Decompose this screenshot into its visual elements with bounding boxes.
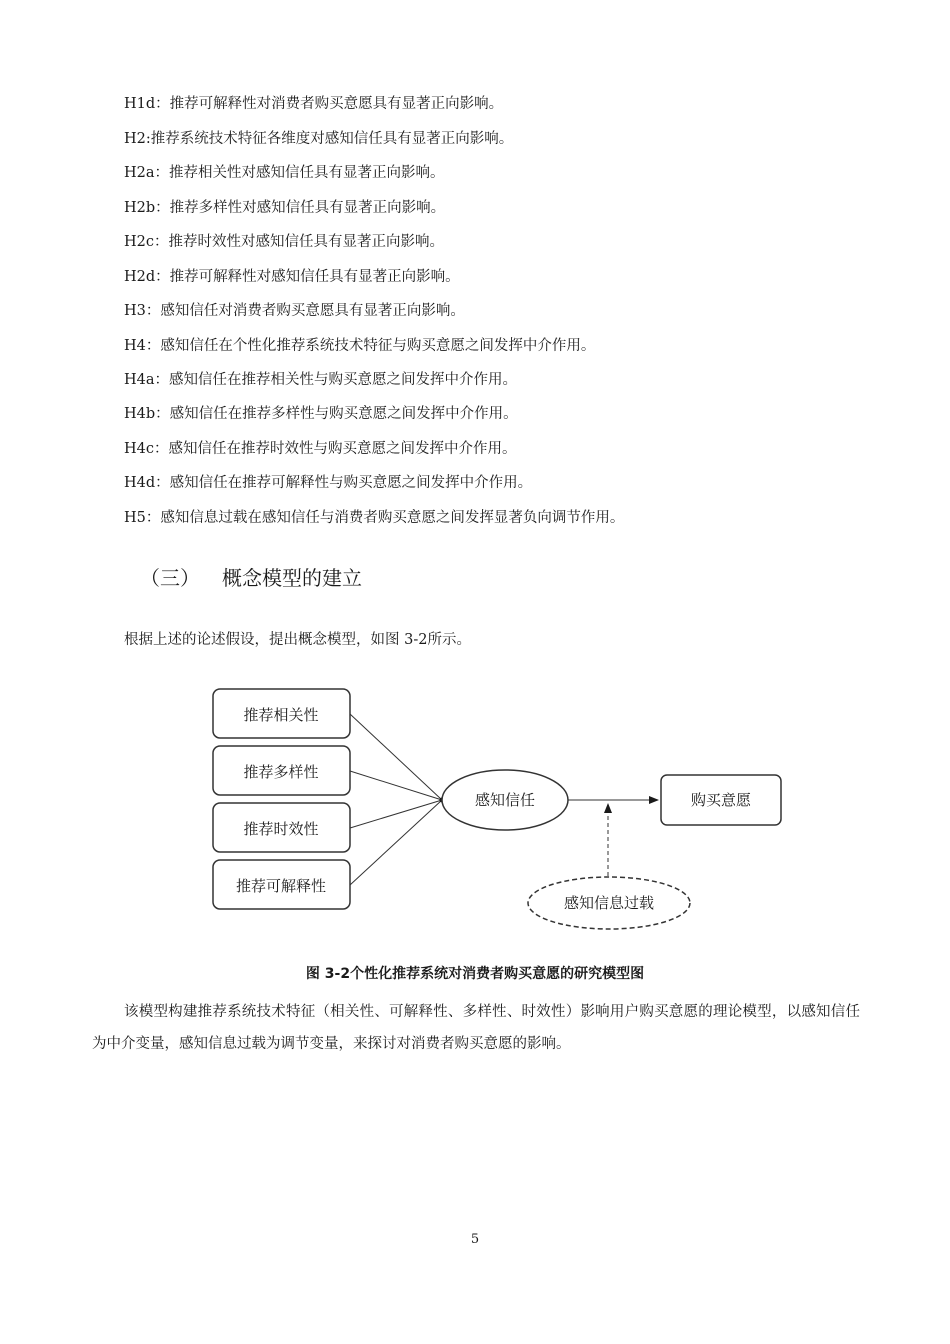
section-heading	[140, 564, 362, 592]
intro-text: 根据上述的论述假设，提出概念模型，如图 3-2所示。	[124, 632, 471, 648]
mediator-ellipse	[442, 770, 568, 830]
research-model-diagram	[200, 678, 790, 943]
dv-box-purchase-intention	[661, 775, 781, 825]
hypothesis-h2d: H2d：推荐可解释性对感知信任具有显著正向影响。	[124, 269, 460, 285]
hypothesis-h2a: H2a：推荐相关性对感知信任具有显著正向影响。	[124, 165, 445, 181]
page-number: 5	[470, 1232, 480, 1247]
path-line-timeliness	[350, 800, 442, 828]
iv-label-timeliness: 推荐时效性	[243, 820, 319, 838]
iv-box-diversity	[213, 746, 350, 795]
body-paragraph: 该模型构建推荐系统技术特征（相关性、可解释性、多样性、时效性）影响用户购买意愿的理论模型，以感知信任为中介变量，感知信息过载为调节变量，来探讨对消费者购买意愿的影响。	[92, 1004, 860, 1052]
section-title: 概念模型的建立	[222, 566, 362, 590]
hypothesis-h5: H5：感知信息过载在感知信任与消费者购买意愿之间发挥显著负向调节作用。	[124, 510, 625, 526]
iv-label-diversity: 推荐多样性	[243, 763, 319, 781]
hypothesis-h4: H4：感知信任在个性化推荐系统技术特征与购买意愿之间发挥中介作用。	[124, 338, 596, 354]
path-line-explainability	[350, 800, 442, 885]
path-line-relevance	[350, 714, 442, 800]
moderator-label: 感知信息过载	[563, 894, 655, 912]
path-line-diversity	[350, 771, 442, 800]
iv-label-explainability: 推荐可解释性	[235, 877, 327, 895]
hypothesis-h2b: H2b：推荐多样性对感知信任具有显著正向影响。	[124, 200, 446, 216]
moderator-ellipse	[528, 877, 690, 929]
hypothesis-h2: H2:推荐系统技术特征各维度对感知信任具有显著正向影响。	[124, 131, 514, 147]
dv-label: 购买意愿	[690, 791, 752, 809]
hypothesis-h4c: H4c：感知信任在推荐时效性与购买意愿之间发挥中介作用。	[124, 441, 517, 457]
iv-label-relevance: 推荐相关性	[243, 706, 319, 724]
research-model-svg	[200, 678, 790, 938]
iv-box-explainability	[213, 860, 350, 909]
hypothesis-h4b: H4b：感知信任在推荐多样性与购买意愿之间发挥中介作用。	[124, 406, 518, 422]
hypothesis-h3: H3：感知信任对消费者购买意愿具有显著正向影响。	[124, 303, 465, 319]
hypothesis-h1d: H1d：推荐可解释性对消费者购买意愿具有显著正向影响。	[124, 96, 504, 112]
mediator-label: 感知信任	[474, 791, 536, 809]
hypothesis-h4d: H4d：感知信任在推荐可解释性与购买意愿之间发挥中介作用。	[124, 475, 533, 491]
hypothesis-h4a: H4a：感知信任在推荐相关性与购买意愿之间发挥中介作用。	[124, 372, 518, 388]
hypothesis-h2c: H2c：推荐时效性对感知信任具有显著正向影响。	[124, 234, 444, 250]
figure-caption: 图 3-2个性化推荐系统对消费者购买意愿的研究模型图	[305, 966, 645, 982]
iv-box-timeliness	[213, 803, 350, 852]
iv-box-relevance	[213, 689, 350, 738]
section-number: （三）	[140, 566, 200, 590]
